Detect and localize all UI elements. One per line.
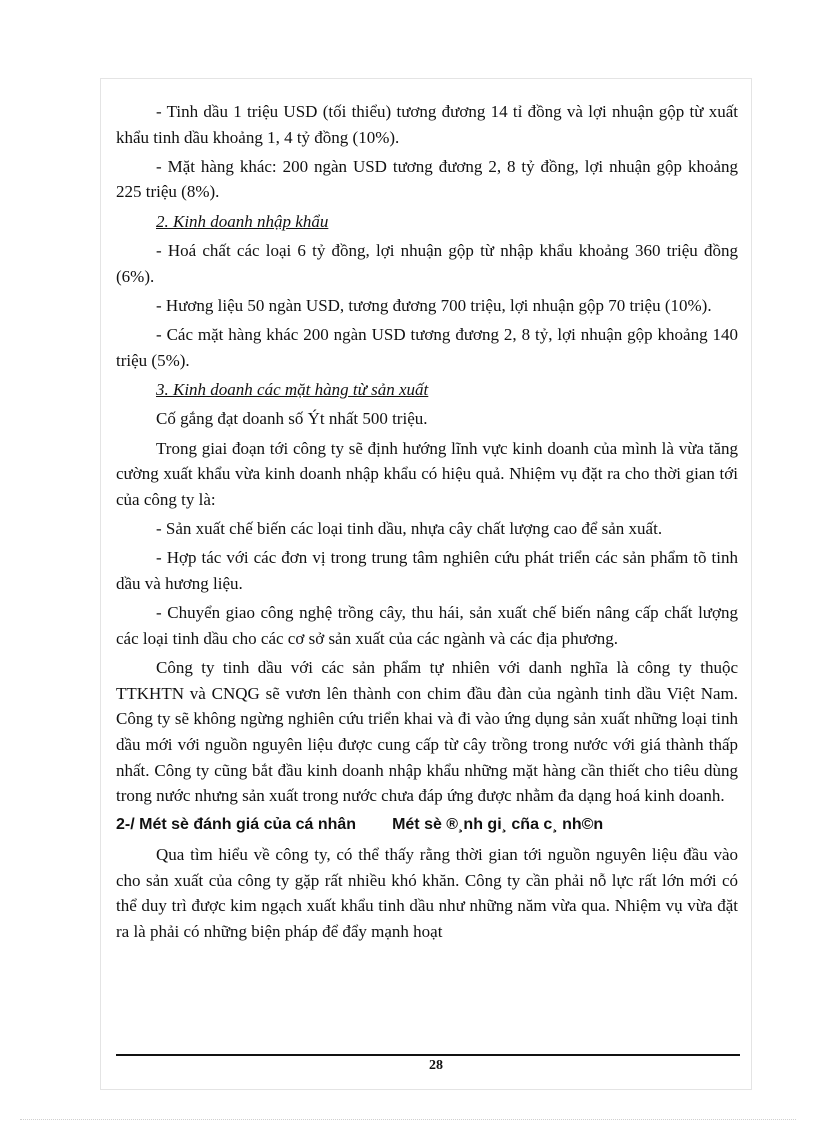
footer-divider [116,1054,740,1056]
paragraph-chemicals: - Hoá chất các loại 6 tỷ đồng, lợi nhuận gộp từ nhập khẩu khoảng 360 triệu đồng (6%). [116,241,738,286]
subheading-import-text: 2. Kinh doanh nhập khẩu [156,211,329,231]
paragraph-sales-target: Cố gắng đạt doanh số Ýt nhất 500 triệu. [156,409,428,429]
subheading-production [116,377,738,403]
section-heading-text: 2-/ Mét sè đánh giá của cá nhân [116,816,357,834]
paragraph-other-import: - Các mặt hàng khác 200 ngàn USD tương đương 2, 8 tỷ, lợi nhuận gộp khoảng 140 triệu (5%). [116,325,738,370]
subheading-production-text: 3. Kinh doanh các mặt hàng từ sản xuất [156,380,429,400]
paragraph-company-outlook: Công ty tinh dầu với các sản phẩm tự nhiên với danh nghĩa là công ty thuộc TTKHTN và CNQG sẽ vươn lên thành con chim đầu đàn của ngành tinh dầu Việt Nam. Công ty sẽ không ngừng nghiên cứu triển khai và đi vào ứng dụng sản xuất những loại tinh dầu mới với nguồn nguyên liệu được cung cấp từ cây trồng trong nước với giá thành thấp nhất. Công ty cũng bắt đầu kinh doanh nhập khẩu những mặt hàng cần thiết cho tiêu dùng trong nước nhưng sản xuất trong nước chưa đáp ứng được nhằm đa dạng hoá kinh doanh. [116,658,738,806]
paragraph-orientation: Trong giai đoạn tới công ty sẽ định hướng lĩnh vực kinh doanh của mình là vừa tăng cường xuất khẩu vừa kinh doanh nhập khẩu có hiệu quả. Nhiệm vụ đặt ra cho thời gian tới của công ty là: [116,438,738,509]
paragraph-essential-oil-export: - Tinh dầu 1 triệu USD (tối thiểu) tương đương 14 tỉ đồng và lợi nhuận gộp từ xuất khẩu tinh dầu khoảng 1, 4 tỷ đồng (10%). [116,102,738,147]
paragraph-task-production: - Sản xuất chế biến các loại tinh dầu, nhựa cây chất lượng cao để sản xuất. [156,519,663,539]
section-heading [116,812,738,838]
page-bottom-dotted-line [20,1119,796,1120]
paragraph-other-export: - Mặt hàng khác: 200 ngàn USD tương đương 2, 8 tỷ đồng, lợi nhuận gộp khoảng 225 triệu (8%). [116,156,738,202]
paragraph-fragrance: - Hương liệu 50 ngàn USD, tương đương 700 triệu, lợi nhuận gộp 70 triệu (10%). [156,295,712,315]
section-heading-garbled: Mét sè ®¸nh gi¸ cña c¸ nh©n [392,816,604,834]
paragraph-assessment: Qua tìm hiểu về công ty, có thể thấy rằng thời gian tới nguồn nguyên liệu đầu vào cho sản xuất của công ty gặp rất nhiều khó khăn. Công ty cần phải nỗ lực rất lớn mới có thể duy trì được kim ngạch xuất khẩu tinh dầu như những năm vừa qua. Nhiệm vụ vừa đặt ra là phải có những biện pháp để đẩy mạnh hoạt [116,844,738,941]
body-text [116,99,738,948]
paragraph-task-cooperation: - Hợp tác với các đơn vị trong trung tâm nghiên cứu phát triển các sản phẩm tõ tinh dầu và hương liệu. [116,548,738,593]
page-number: 28 [429,1058,443,1073]
subheading-import [116,209,738,235]
paragraph-task-technology: - Chuyển giao công nghệ trồng cây, thu hái, sản xuất chế biến nâng cấp chất lượng các loại tinh dầu cho các cơ sở sản xuất của các ngành và các địa phương. [116,603,738,648]
